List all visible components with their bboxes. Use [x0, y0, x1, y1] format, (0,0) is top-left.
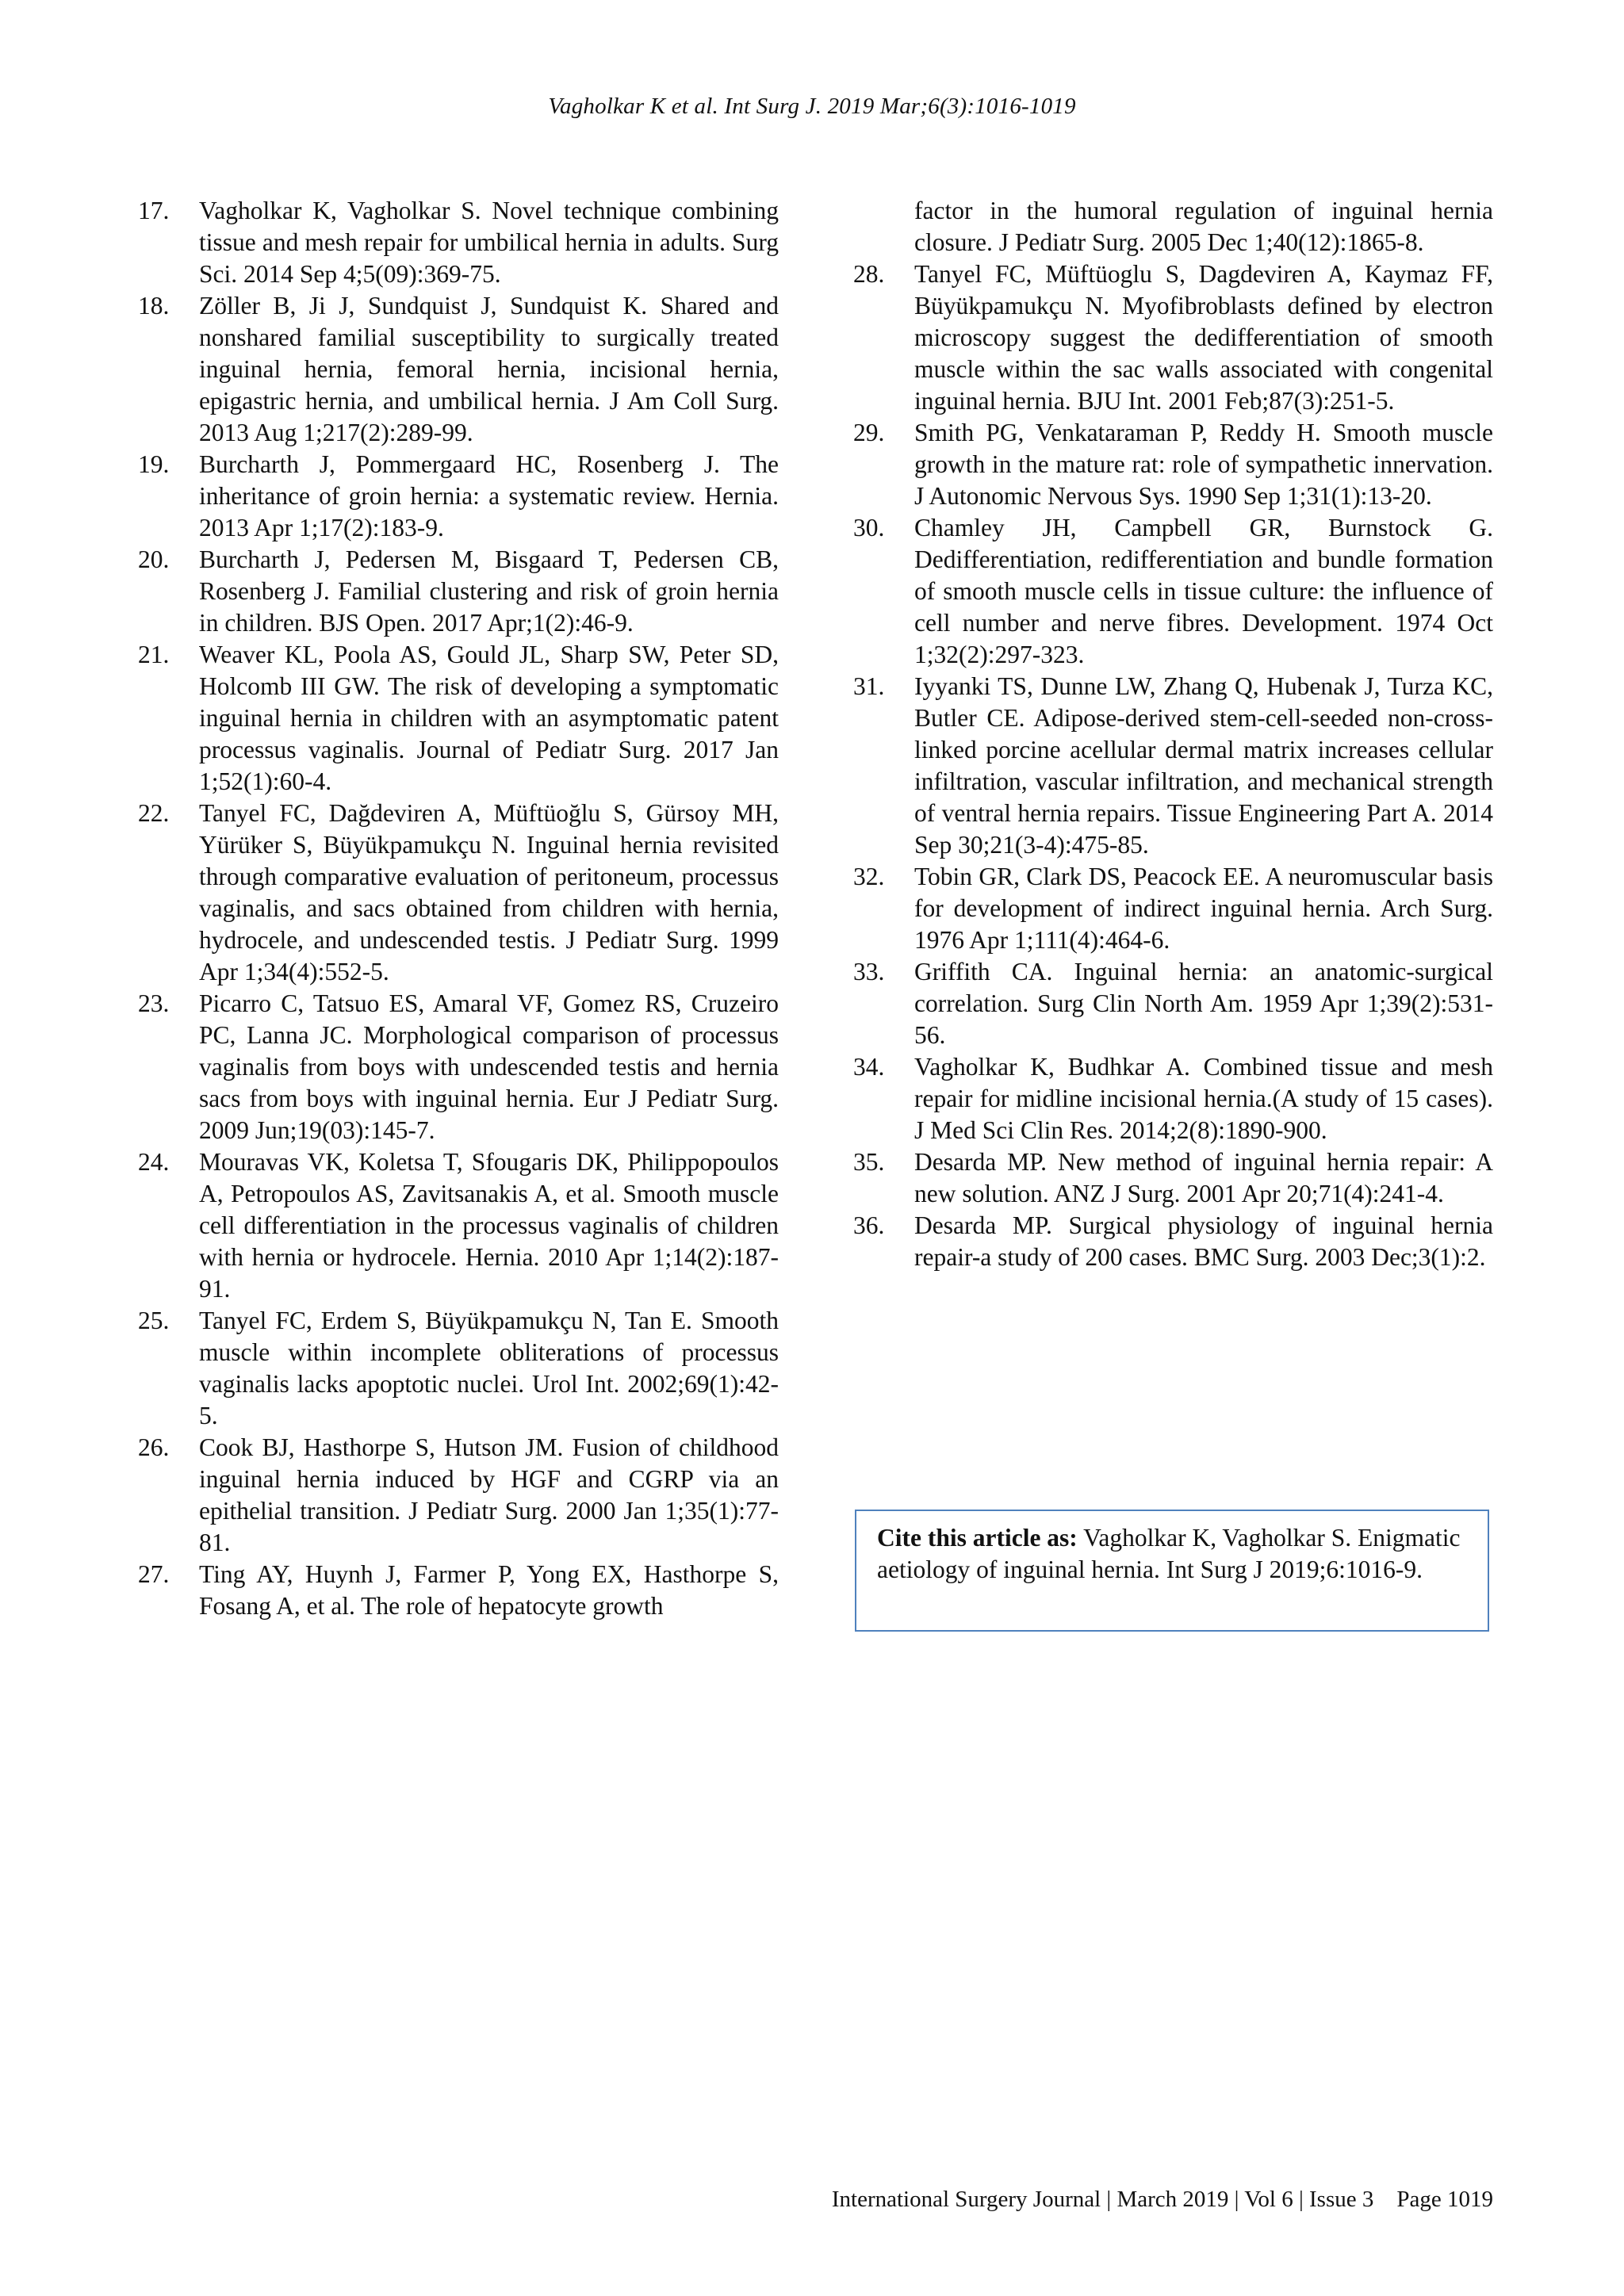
reference-text: Griffith CA. Inguinal hernia: an anatomic-surgical correlation. Surg Clin North Am. 1959 Apr 1;39(2):531-56. — [914, 958, 1493, 1049]
reference-item — [853, 1146, 1493, 1210]
reference-item — [138, 639, 779, 798]
reference-number: 23. — [138, 989, 170, 1017]
reference-text: Tanyel FC, Müftüoglu S, Dagdeviren A, Kaymaz FF, Büyükpamukçu N. Myofibroblasts defined by electron microscopy suggest the dedifferentiation of smooth muscle within the sac walls associated with congenital inguinal hernia. BJU Int. 2001 Feb;87(3):251-5. — [914, 260, 1493, 415]
reference-text: Burcharth J, Pedersen M, Bisgaard T, Pedersen CB, Rosenberg J. Familial clustering and risk of groin hernia in children. BJS Open. 2017 Apr;1(2):46-9. — [199, 545, 779, 637]
reference-number: 18. — [138, 292, 170, 320]
running-header: Vagholkar K et al. Int Surg J. 2019 Mar;6(3):1016-1019 — [548, 94, 1076, 119]
reference-continuation: factor in the humoral regulation of inguinal hernia closure. J Pediatr Surg. 2005 Dec 1;40(12):1865-8. — [914, 197, 1493, 256]
reference-item — [853, 1210, 1493, 1273]
references-left-column — [138, 195, 779, 1622]
reference-text: Tanyel FC, Erdem S, Büyükpamukçu N, Tan E. Smooth muscle within incomplete obliterations of processus vaginalis lacks apoptotic nuclei. Urol Int. 2002;69(1):42-5. — [199, 1307, 779, 1429]
reference-number: 29. — [853, 419, 885, 446]
reference-number: 19. — [138, 450, 170, 478]
reference-item — [138, 988, 779, 1146]
reference-number: 24. — [138, 1148, 170, 1176]
reference-text: Desarda MP. Surgical physiology of inguinal hernia repair-a study of 200 cases. BMC Surg. 2003 Dec;3(1):2. — [914, 1211, 1493, 1271]
reference-text: Weaver KL, Poola AS, Gould JL, Sharp SW, Peter SD, Holcomb III GW. The risk of developing a symptomatic inguinal hernia in children with an asymptomatic patent processus vaginalis. Journal of Pediatr Surg. 2017 Jan 1;52(1):60-4. — [199, 641, 779, 795]
reference-item — [138, 449, 779, 544]
reference-text: Cook BJ, Hasthorpe S, Hutson JM. Fusion of childhood inguinal hernia induced by HGF and CGRP via an epithelial transition. J Pediatr Surg. 2000 Jan 1;35(1):77-81. — [199, 1433, 779, 1556]
reference-text: Ting AY, Huynh J, Farmer P, Yong EX, Hasthorpe S, Fosang A, et al. The role of hepatocyte growth — [199, 1560, 779, 1620]
reference-item — [853, 417, 1493, 512]
reference-number: 20. — [138, 545, 170, 573]
cite-label: Cite this article as: — [877, 1524, 1078, 1552]
reference-item — [138, 798, 779, 988]
reference-number: 21. — [138, 641, 170, 668]
references-right-column — [853, 195, 1493, 1273]
reference-number: 35. — [853, 1148, 885, 1176]
reference-number: 31. — [853, 672, 885, 700]
cite-this-article-box — [855, 1510, 1489, 1632]
page-footer: International Surgery Journal | March 2019 | Vol 6 | Issue 3 Page 1019 — [831, 2187, 1493, 2212]
reference-text: Chamley JH, Campbell GR, Burnstock G. Dedifferentiation, redifferentiation and bundle formation of smooth muscle cells in tissue culture: the influence of cell number and nerve fibres. Development. 1974 Oct 1;32(2):297-323. — [914, 514, 1493, 668]
reference-text: Vagholkar K, Vagholkar S. Novel technique combining tissue and mesh repair for umbilical hernia in adults. Surg Sci. 2014 Sep 4;5(09):369-75. — [199, 197, 779, 288]
reference-number: 26. — [138, 1433, 170, 1461]
reference-item — [138, 1305, 779, 1432]
reference-text: Desarda MP. New method of inguinal hernia repair: A new solution. ANZ J Surg. 2001 Apr 20;71(4):241-4. — [914, 1148, 1493, 1207]
reference-text: Burcharth J, Pommergaard HC, Rosenberg J. The inheritance of groin hernia: a systematic review. Hernia. 2013 Apr 1;17(2):183-9. — [199, 450, 779, 541]
reference-text: Zöller B, Ji J, Sundquist J, Sundquist K. Shared and nonshared familial susceptibility to surgically treated inguinal hernia, femoral hernia, incisional hernia, epigastric hernia, and umbilical hernia. J Am Coll Surg. 2013 Aug 1;217(2):289-99. — [199, 292, 779, 446]
reference-number: 22. — [138, 799, 170, 827]
reference-number: 30. — [853, 514, 885, 541]
cite-text: Vagholkar K, Vagholkar S. Enigmatic aetiology of inguinal hernia. Int Surg J 2019;6:1016-9. — [877, 1524, 1461, 1583]
reference-number: 28. — [853, 260, 885, 288]
reference-item — [853, 956, 1493, 1051]
reference-text: Vagholkar K, Budhkar A. Combined tissue and mesh repair for midline incisional hernia.(A study of 15 cases). J Med Sci Clin Res. 2014;2(8):1890-900. — [914, 1053, 1493, 1144]
reference-item — [138, 1432, 779, 1559]
reference-item — [138, 544, 779, 639]
reference-number: 27. — [138, 1560, 170, 1588]
reference-item — [138, 1559, 779, 1622]
reference-item — [853, 861, 1493, 956]
reference-number: 34. — [853, 1053, 885, 1081]
reference-text: Mouravas VK, Koletsa T, Sfougaris DK, Philippopoulos A, Petropoulos AS, Zavitsanakis A, et al. Smooth muscle cell differentiation in the processus vaginalis of children with hernia or hydrocele. Hernia. 2010 Apr 1;14(2):187-91. — [199, 1148, 779, 1303]
reference-text: Iyyanki TS, Dunne LW, Zhang Q, Hubenak J, Turza KC, Butler CE. Adipose-derived stem-cell-seeded non-cross-linked porcine acellular dermal matrix increases cellular infiltration, vascular infiltration, and mechanical strength of ventral hernia repairs. Tissue Engineering Part A. 2014 Sep 30;21(3-4):475-85. — [914, 672, 1493, 859]
reference-number: 32. — [853, 863, 885, 890]
reference-text: Tobin GR, Clark DS, Peacock EE. A neuromuscular basis for development of indirect inguinal hernia. Arch Surg. 1976 Apr 1;111(4):464-6. — [914, 863, 1493, 954]
reference-item — [853, 258, 1493, 417]
reference-text: Picarro C, Tatsuo ES, Amaral VF, Gomez RS, Cruzeiro PC, Lanna JC. Morphological comparison of processus vaginalis from boys with undescended testis and hernia sacs from boys with inguinal hernia. Eur J Pediatr Surg. 2009 Jun;19(03):145-7. — [199, 989, 779, 1144]
reference-item — [853, 512, 1493, 671]
reference-item — [138, 1146, 779, 1305]
reference-item — [853, 671, 1493, 861]
reference-number: 36. — [853, 1211, 885, 1239]
reference-item — [138, 195, 779, 290]
reference-item — [853, 1051, 1493, 1146]
reference-text: Tanyel FC, Dağdeviren A, Müftüoğlu S, Gürsoy MH, Yürüker S, Büyükpamukçu N. Inguinal hernia revisited through comparative evaluation of peritoneum, processus vaginalis, and sacs obtained from children with hernia, hydrocele, and undescended testis. J Pediatr Surg. 1999 Apr 1;34(4):552-5. — [199, 799, 779, 985]
reference-item — [138, 290, 779, 449]
reference-number: 25. — [138, 1307, 170, 1334]
reference-number: 33. — [853, 958, 885, 985]
reference-text: Smith PG, Venkataraman P, Reddy H. Smooth muscle growth in the mature rat: role of sympathetic innervation. J Autonomic Nervous Sys. 1990 Sep 1;31(1):13-20. — [914, 419, 1493, 510]
reference-number: 17. — [138, 197, 170, 224]
